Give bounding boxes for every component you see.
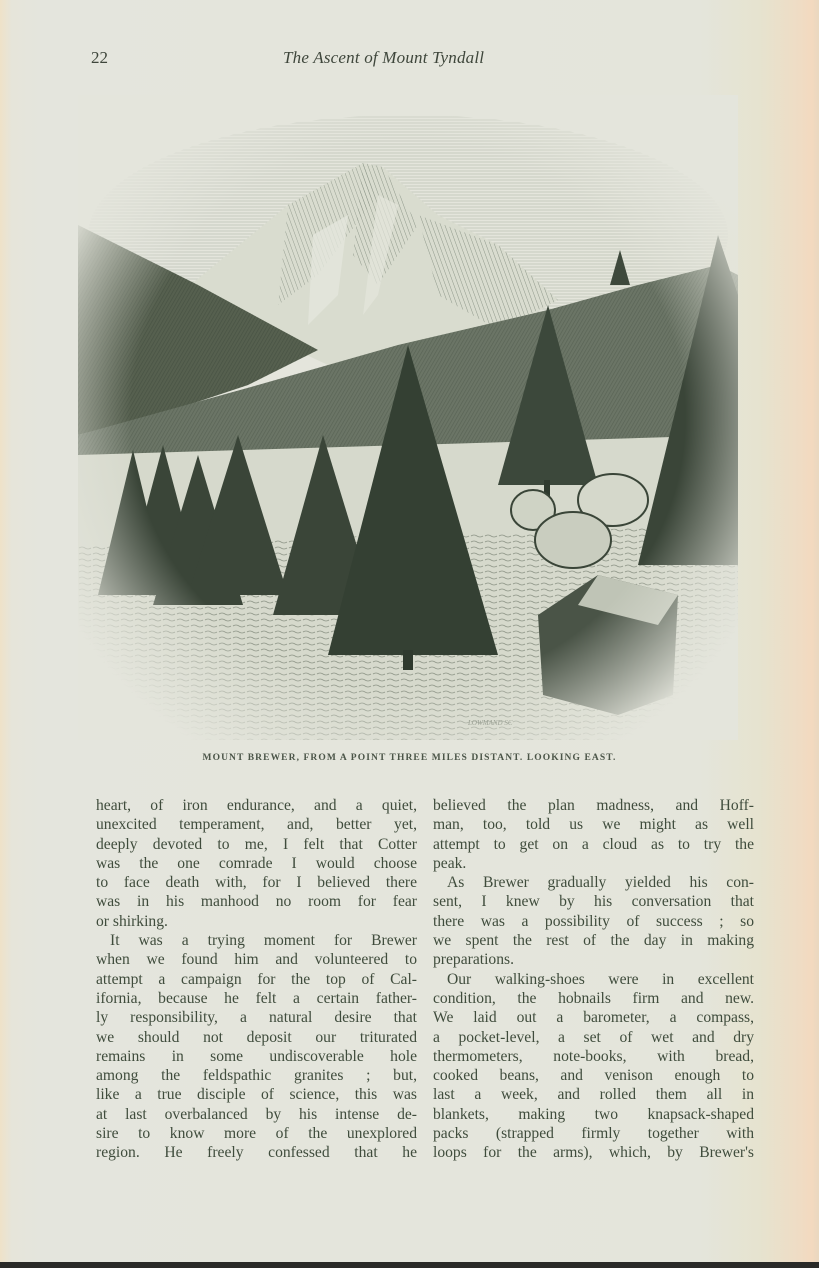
text-column-left: [96, 796, 417, 1163]
text-line: ly responsibility, a natural desire that: [96, 1009, 417, 1027]
text-line: loops for the arms), which, by Brewer's: [433, 1144, 754, 1162]
running-title: The Ascent of Mount Tyndall: [283, 48, 485, 67]
text-line: a pocket-level, a set of wet and dry: [433, 1028, 754, 1046]
text-line: attempt a campaign for the top of Cal-: [96, 970, 417, 988]
text-line: at last overbalanced by his intense de-: [96, 1105, 417, 1123]
text-line: like a true disciple of science, this was: [96, 1086, 417, 1104]
text-line: was in his manhood no room for fear: [96, 893, 417, 911]
text-line: believed the plan madness, and Hoff-: [433, 797, 754, 814]
text-line: packs (strapped firmly together with: [433, 1125, 754, 1143]
text-line: sire to know more of the unexplored: [96, 1125, 417, 1143]
mountain-engraving: [78, 95, 738, 740]
body-text: [96, 796, 776, 1163]
text-line: there was a possibility of success ; so: [433, 912, 754, 930]
text-line: peak.: [433, 854, 467, 872]
text-line: We laid out a barometer, a compass,: [433, 1009, 754, 1027]
text-line: cooked beans, and venison enough to: [433, 1067, 754, 1085]
illustration-caption: MOUNT BREWER, FROM A POINT THREE MILES DISTANT. LOOKING EAST.: [202, 753, 617, 763]
page-bottom-edge: [0, 1262, 819, 1268]
page-number: 22: [91, 48, 108, 67]
text-line: man, too, told us we might as well: [433, 816, 754, 834]
text-line: It was a trying moment for Brewer: [110, 932, 417, 950]
text-line: region. He freely confessed that he: [96, 1144, 417, 1162]
text-line: preparations.: [433, 951, 514, 969]
text-line: blankets, making two knapsack-shaped: [433, 1105, 754, 1123]
text-line: or shirking.: [96, 912, 168, 930]
text-line: deeply devoted to me, I felt that Cotter: [96, 835, 417, 853]
text-line: Our walking-shoes were in excellent: [447, 970, 754, 988]
text-line: we spent the rest of the day in making: [433, 932, 754, 950]
text-line: among the feldspathic granites ; but,: [96, 1067, 417, 1085]
text-line: attempt to get on a cloud as to try the: [433, 835, 754, 853]
text-line: ifornia, because he felt a certain father-: [96, 989, 417, 1007]
text-line: remains in some undiscoverable hole: [96, 1047, 417, 1065]
running-head: [0, 48, 819, 72]
text-line: condition, the hobnails firm and new.: [433, 989, 754, 1007]
text-line: unexcited temperament, and, better yet,: [96, 816, 417, 834]
text-line: to face death with, for I believed there: [96, 874, 417, 892]
text-line: As Brewer gradually yielded his con-: [447, 874, 754, 892]
text-line: we should not deposit our triturated: [96, 1028, 417, 1046]
text-line: sent, I knew by his conversation that: [433, 893, 754, 911]
text-line: heart, of iron endurance, and a quiet,: [96, 797, 417, 814]
text-line: when we found him and volunteered to: [96, 951, 417, 969]
text-line: thermometers, note-books, with bread,: [433, 1047, 754, 1065]
text-line: was the one comrade I would choose: [96, 854, 417, 872]
text-line: last a week, and rolled them all in: [433, 1086, 754, 1104]
text-column-right: [433, 796, 754, 1163]
engraving-illustration: [78, 95, 738, 740]
